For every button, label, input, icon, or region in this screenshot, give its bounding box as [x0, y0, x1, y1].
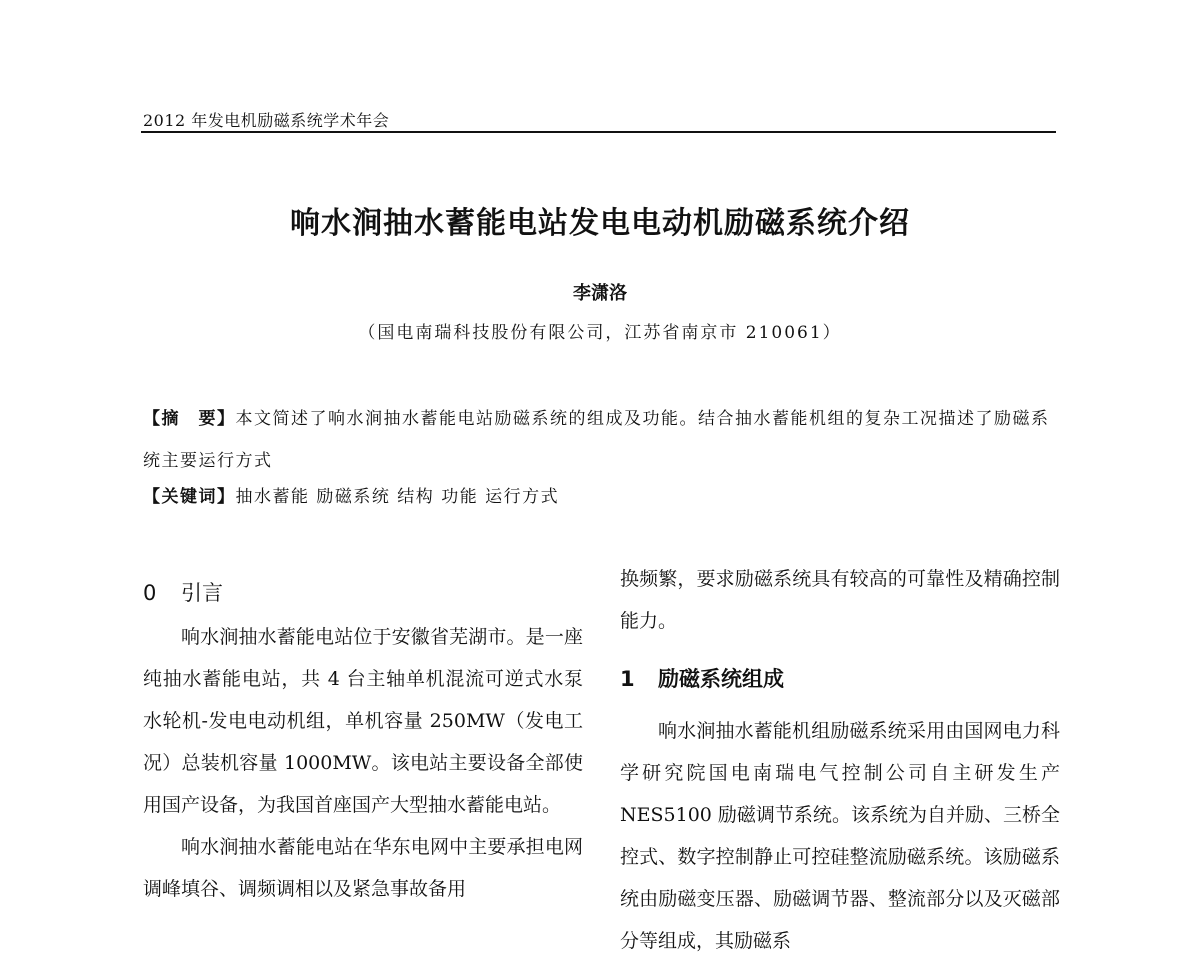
author-name: 李潇洛 — [573, 283, 627, 304]
abstract-label: 【摘 要】 — [143, 409, 236, 429]
keywords-text: 抽水蓄能 励磁系统 结构 功能 运行方式 — [235, 487, 560, 507]
section-heading-intro — [143, 570, 583, 616]
paper-title: 响水涧抽水蓄能电站发电电动机励磁系统介绍 — [290, 206, 910, 241]
section-number: 1 — [620, 667, 635, 691]
section-title: 励磁系统组成 — [658, 667, 784, 691]
intro-paragraph-1: 响水涧抽水蓄能电站位于安徽省芜湖市。是一座纯抽水蓄能电站，共 4 台主轴单机混流可逆式水泵水轮机-发电电动机组，单机容量 250MW（发电工况）总装机容量 1000MW。该电站主要设备全部使用国产设备，为我国首座国产大型抽水蓄能电站。 — [143, 626, 583, 816]
intro-paragraph-continued: 换频繁，要求励磁系统具有较高的可靠性及精确控制能力。 — [620, 568, 1060, 632]
section-title: 引言 — [181, 581, 223, 605]
right-column — [620, 558, 1060, 962]
intro-paragraph-2: 响水涧抽水蓄能电站在华东电网中主要承担电网调峰填谷、调频调相以及紧急事故备用 — [143, 836, 583, 900]
header-rule — [141, 131, 1056, 133]
composition-paragraph-1: 响水涧抽水蓄能机组励磁系统采用由国网电力科学研究院国电南瑞电气控制公司自主研发生产 NES5100 励磁调节系统。该系统为自并励、三桥全控式、数字控制静止可控硅整流励磁系统。该励磁系统由励磁变压器、励磁调节器、整流部分以及灭磁部分等组成，其励磁系 — [620, 720, 1060, 952]
left-column — [143, 570, 583, 910]
section-heading-composition — [620, 656, 1060, 702]
keywords-label: 【关键词】 — [143, 487, 236, 507]
keywords — [143, 482, 1058, 512]
author-affiliation: （国电南瑞科技股份有限公司，江苏省南京市 210061） — [358, 323, 842, 343]
abstract-text: 本文简述了响水涧抽水蓄能电站励磁系统的组成及功能。结合抽水蓄能机组的复杂工况描述了励磁系统主要运行方式 — [143, 409, 1050, 471]
running-header: 2012 年发电机励磁系统学术年会 — [143, 111, 390, 130]
section-number: 0 — [143, 581, 157, 605]
abstract — [143, 398, 1058, 482]
